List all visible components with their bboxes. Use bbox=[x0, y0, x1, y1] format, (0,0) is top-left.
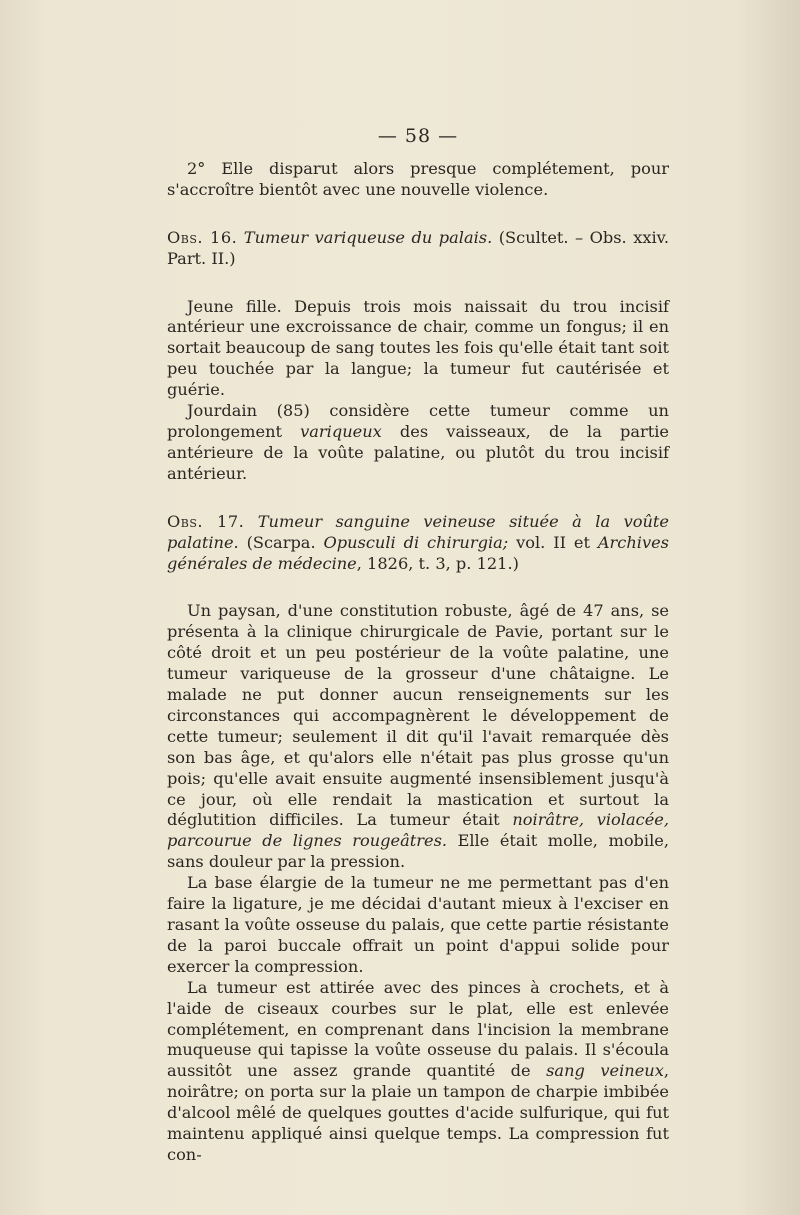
obs-17-title: Tumeur sanguine veineuse située à la voûte palatine. bbox=[167, 511, 669, 552]
obs-16-title: Tumeur variqueuse du palais. bbox=[243, 227, 493, 247]
obs-17-book: Opusculi di chirurgia; bbox=[323, 532, 509, 552]
obs-17-heading: Obs. 17. Tumeur sanguine veineuse située à la voûte palatine. (Scarpa. Opusculi di chirurgia; vol. II et Archives générales de médecine, 1826, t. 3, p. 121.) bbox=[167, 511, 669, 573]
text-column bbox=[167, 126, 669, 1166]
obs-16-reference: (Scultet. – Obs. xxiv. Part. II.) bbox=[167, 227, 669, 268]
obs-17-paragraph-1: Un paysan, d'une constitution robuste, âgé de 47 ans, se présenta à la clinique chirurgicale de Pavie, portant sur le côté droit et un peu postérieur de la voûte palatine, une tumeur variqueuse de la grosseur d'une châtaigne. Le malade ne put donner aucun renseignements sur les circonstances qui accompagnèrent le développement de cette tumeur; seulement il dit qu'il l'avait remarquée dès son bas âge, et qu'alors elle n'était pas plus grosse qu'un pois; qu'elle avait ensuite augmenté insensiblement jusqu'à ce jour, où elle rendait la mastication et surtout la déglutition difficiles. La tumeur était noirâtre, violacée, parcourue de lignes rougeâtres. Elle était molle, mobile, sans douleur par la pression. bbox=[167, 601, 670, 872]
jourdain-paragraph: Jourdain (85) considère cette tumeur comme un prolongement variqueux des vaisseaux, de la partie antérieure de la voûte palatine, ou plutôt du trou incisif antérieur. bbox=[167, 401, 669, 483]
obs-16-heading bbox=[167, 228, 669, 270]
obs-17-journal: Archives générales de médecine bbox=[167, 532, 669, 573]
obs-17-paragraph-2: La base élargie de la tumeur ne me permettant pas d'en faire la ligature, je me décidai d'autant mieux à l'exciser en rasant la voûte osseuse du palais, que cette partie résistante de la paroi buccale offrait un point d'appui solide pour exercer la compression. bbox=[167, 873, 669, 976]
page-number: — 58 — bbox=[377, 125, 459, 147]
obs-17-label: Obs. 17. bbox=[167, 511, 245, 531]
paragraph-continuation: 2° Elle disparut alors presque complétement, pour s'accroître bientôt avec une nouvelle violence. bbox=[167, 158, 669, 199]
obs-16-label: Obs. 16. bbox=[167, 227, 238, 247]
obs-17-paragraph-3: La tumeur est attirée avec des pinces à crochets, et à l'aide de ciseaux courbes sur le plat, elle est enlevée complétement, en comprenant dans l'incision la membrane muqueuse qui tapisse la voûte osseuse du palais. Il s'écoula aussitôt une assez grande quantité de sang veineux, noirâtre; on porta sur la plaie un tampon de charpie imbibée d'alcool mêlé de quelques gouttes d'acide sulfurique, qui fut maintenu appliqué ainsi quelque temps. La compression fut con- bbox=[167, 977, 669, 1164]
obs-16-text: Jeune fille. Depuis trois mois naissait du trou incisif antérieur une excroissance de chair, comme un fongus; il en sortait beaucoup de sang toutes les fois qu'elle était tant soit peu touchée par la langue; la tumeur fut cautérisée et guérie. bbox=[167, 296, 669, 400]
